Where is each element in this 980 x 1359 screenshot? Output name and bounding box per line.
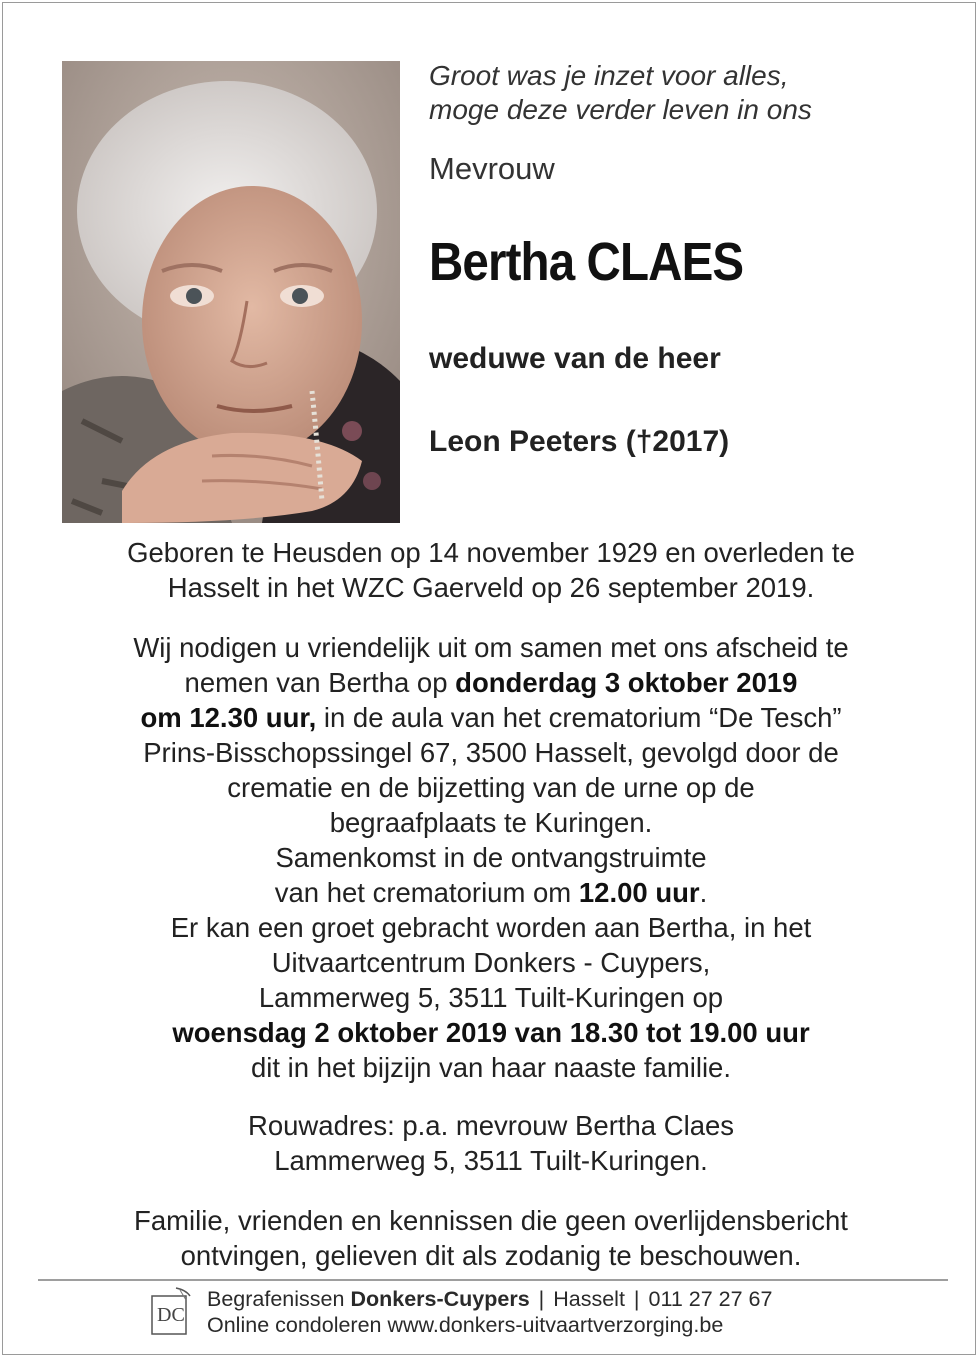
text-line: Lammerweg 5, 3511 Tuilt-Kuringen op xyxy=(258,982,724,1013)
text-line: dit in het bijzijn van haar naaste familie. xyxy=(251,1052,731,1083)
text-line: Lammerweg 5, 3511 Tuilt-Kuringen. xyxy=(274,1145,708,1176)
text-line: crematie en de bijzetting van de urne op de xyxy=(227,772,755,803)
separator: | xyxy=(633,1287,640,1311)
funeral-home-logo-icon xyxy=(146,1286,194,1338)
verse-line: Groot was je inzet voor alles, xyxy=(429,60,789,91)
gathering-time: 12.00 uur xyxy=(578,877,700,908)
text-span: . xyxy=(699,877,708,908)
text-line: begraafplaats te Kuringen. xyxy=(329,807,653,838)
text-span: in de aula van het crematorium “De Tesch” xyxy=(316,702,842,733)
verse-line: moge deze verder leven in ons xyxy=(429,94,812,125)
birth-death-paragraph xyxy=(43,535,939,605)
text-line xyxy=(43,875,939,910)
condolence-website-link[interactable]: www.donkers-uitvaartverzorging.be xyxy=(387,1313,724,1337)
visitation-datetime: woensdag 2 oktober 2019 van 18.30 tot 19.00 uur xyxy=(172,1017,810,1048)
text-span: nemen van Bertha op xyxy=(184,667,456,698)
text-line: Samenkomst in de ontvangstruimte xyxy=(275,842,707,873)
funeral-home-footer xyxy=(207,1286,772,1338)
logo-letters: DC xyxy=(157,1304,185,1326)
mourning-address xyxy=(43,1108,939,1178)
ceremony-time: om 12.30 uur, xyxy=(140,702,317,733)
text-line: Geboren te Heusden op 14 november 1929 en overleden te xyxy=(127,537,855,568)
text-line xyxy=(43,665,939,700)
obituary-card xyxy=(2,2,976,1355)
text-line: Uitvaartcentrum Donkers - Cuypers, xyxy=(271,947,711,978)
funeral-home-city: Hasselt xyxy=(553,1287,625,1311)
relation-line: weduwe van de heer xyxy=(429,342,721,375)
portrait-photo xyxy=(62,61,400,523)
funeral-home-phone[interactable]: 011 27 27 67 xyxy=(648,1287,773,1311)
text-line: Hasselt in het WZC Gaerveld op 26 september 2019. xyxy=(167,572,815,603)
text-line: Wij nodigen u vriendelijk uit om samen met ons afscheid te xyxy=(133,632,849,663)
footer-prefix: Begrafenissen xyxy=(207,1287,351,1311)
text-line: Familie, vrienden en kennissen die geen overlijdensbericht xyxy=(134,1205,848,1236)
condolence-label: Online condoleren xyxy=(207,1313,388,1337)
text-line: Er kan een groet gebracht worden aan Bertha, in het xyxy=(170,912,812,943)
footer-divider xyxy=(38,1279,948,1281)
text-line: ontvingen, gelieven dit als zodanig te beschouwen. xyxy=(180,1240,802,1271)
invitation-paragraph xyxy=(43,630,939,1085)
deceased-name: Bertha CLAES xyxy=(429,232,744,292)
notice-paragraph xyxy=(43,1203,939,1273)
footer-line-1 xyxy=(207,1286,772,1312)
memorial-verse xyxy=(429,59,812,127)
footer-line-2 xyxy=(207,1312,772,1338)
funeral-home-name: Donkers-Cuypers xyxy=(350,1287,530,1311)
ceremony-date: donderdag 3 oktober 2019 xyxy=(455,667,798,698)
text-span: van het crematorium om xyxy=(274,877,579,908)
text-line xyxy=(43,700,939,735)
text-line: Prins-Bisschopssingel 67, 3500 Hasselt, gevolgd door de xyxy=(143,737,839,768)
separator: | xyxy=(538,1287,545,1311)
honorific: Mevrouw xyxy=(429,151,555,186)
text-line: Rouwadres: p.a. mevrouw Bertha Claes xyxy=(247,1110,735,1141)
spouse-name: Leon Peeters (†2017) xyxy=(429,425,730,458)
